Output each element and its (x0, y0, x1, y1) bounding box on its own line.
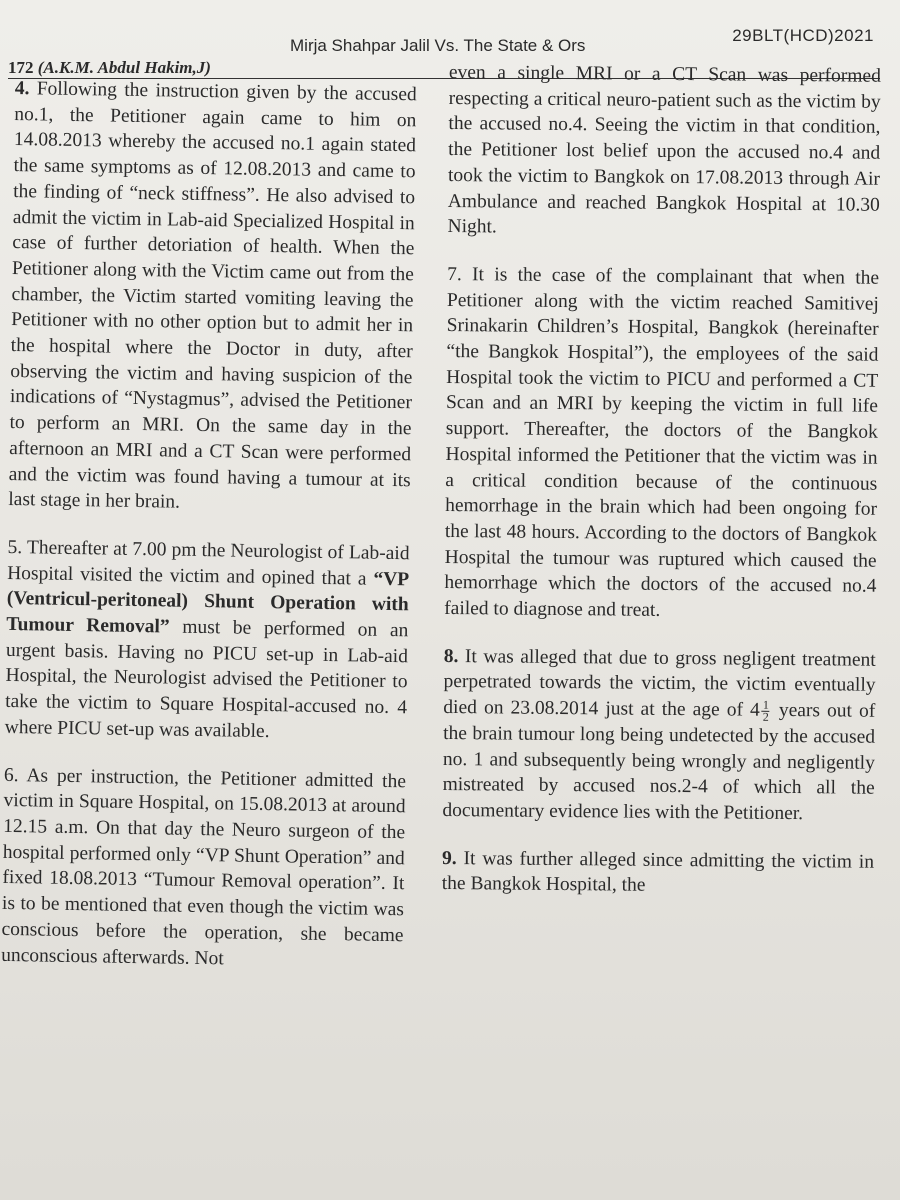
law-report-citation: 29BLT(HCD)2021 (732, 26, 874, 45)
paragraph-text-cont: must be performed on an urgent basis. Having no PICU set-up in Lab-aid Hospital, the Neurologist advised the Petitioner to take the victim to Square Hospital-accused no. 4 where PICU set-up was available. (4, 616, 409, 742)
paragraph-5 (5, 535, 410, 747)
paragraph-number: 5. (7, 536, 23, 559)
page-header (8, 26, 880, 77)
paragraph-4 (8, 76, 417, 519)
paragraph-number: 8. (443, 645, 459, 667)
paragraph-number: 6. (3, 764, 19, 786)
paragraph-number: 7. (447, 263, 462, 286)
paragraph-text: Following the instruction given by the accused no.1, the Petitioner again came to him on 14.08.2013 whereby the accused no.1 again stated the same symptoms as of 12.08.2013 and came to the finding of “neck stiffness”. He also advised to admit the victim in Lab-aid Specialized Hospital in case of further detoriation of health. When the Petitioner along with the Victim came out from the chamber, the Victim started vomiting leaving the Petitioner with no other option but to admit her in the hospital where the Doctor in duty, after observing the victim and having suspicion of the indications of “Nystagmus”, advised the Petitioner to perform an MRI. On the same day in the afternoon an MRI and a CT Scan were performed and the victim was found having a tumour at its last stage in her brain. (8, 78, 417, 513)
paragraph-text: As per instruction, the Petitioner admitted the victim in Square Hospital, on 15.08.2013 at around 12.15 a.m. On that day the Neuro surgeon of the hospital performed only “VP Shunt Operation” and fixed 18.08.2013 “Tumour Removal operation”. It is to be mentioned that even though the victim was conscious before the operation, she became unconscious afterwards. Not (1, 764, 407, 969)
operation-name-bold: “VP (Ventricul-peritoneal) Shunt Operation with Tumour Removal” (6, 568, 410, 638)
paragraph-text: It was further alleged since admitting the victim in the Bangkok Hospital, the (441, 847, 875, 897)
paragraph-8 (442, 644, 876, 828)
case-title: Mirja Shahpar Jalil Vs. The State & Ors (290, 36, 586, 55)
paragraph-text: It is the case of the complainant that when the Petitioner along with the victim reached Samitivej Srinakarin Children’s Hospital, Bangkok (hereinafter “the Bangkok Hospital”), the employees of the said Hospital took the victim to PICU and performed a CT Scan and an MRI by keeping the victim in full life support. Thereafter, the doctors of the Bangkok Hospital informed the Petitioner that the victim was in a critical condition because of the continuous hemorrhage in the brain which had been ongoing for the last 48 hours. According to the doctors of Bangkok Hospital the tumour was ruptured which caused the hemorrhage which the doctors of the accused no.4 failed to diagnose and treat. (444, 264, 880, 621)
paragraph-6 (1, 762, 406, 974)
paragraph-text: It was alleged that due to gross negligent treatment perpetrated towards the victim, the victim eventually died on 23.08.2014 just at the age of 4 (443, 645, 876, 721)
fraction-denominator: 2 (762, 709, 769, 725)
paragraph-7 (444, 262, 879, 626)
paragraph-9 (442, 846, 874, 901)
page-number: 172 (8, 58, 34, 77)
paragraph-6-continued: even a single MRI or a CT Scan was performed respecting a critical neuro-patient such as the victim by the accused no.4. Seeing the victim in that condition, the Petitioner lost belief upon the accused no.4 and took the victim to Bangkok on 17.08.2013 through Air Ambulance and reached Bangkok Hospital at 10.30 Night. (447, 61, 881, 238)
left-column (1, 76, 417, 996)
fraction-numerator: 1 (762, 697, 769, 713)
paragraph-number: 4. (14, 77, 30, 100)
judge-name: (A.K.M. Abdul Hakim,J) (37, 58, 211, 77)
paragraph-text: Thereafter at 7.00 pm the Neurologist of Lab-aid Hospital visited the victim and opined that a (7, 537, 410, 590)
paragraph-text-cont: years out of the brain tumour long being undetected by the accused no. 1 and subsequently being wrongly and negligently mistreated by accused nos.2-4 of which all the documentary evidence lies with the Petitioner. (442, 700, 876, 825)
right-column (442, 60, 881, 923)
page-number-and-judge (8, 58, 211, 78)
fraction-one-half (762, 697, 770, 725)
paragraph-number: 9. (441, 847, 457, 869)
